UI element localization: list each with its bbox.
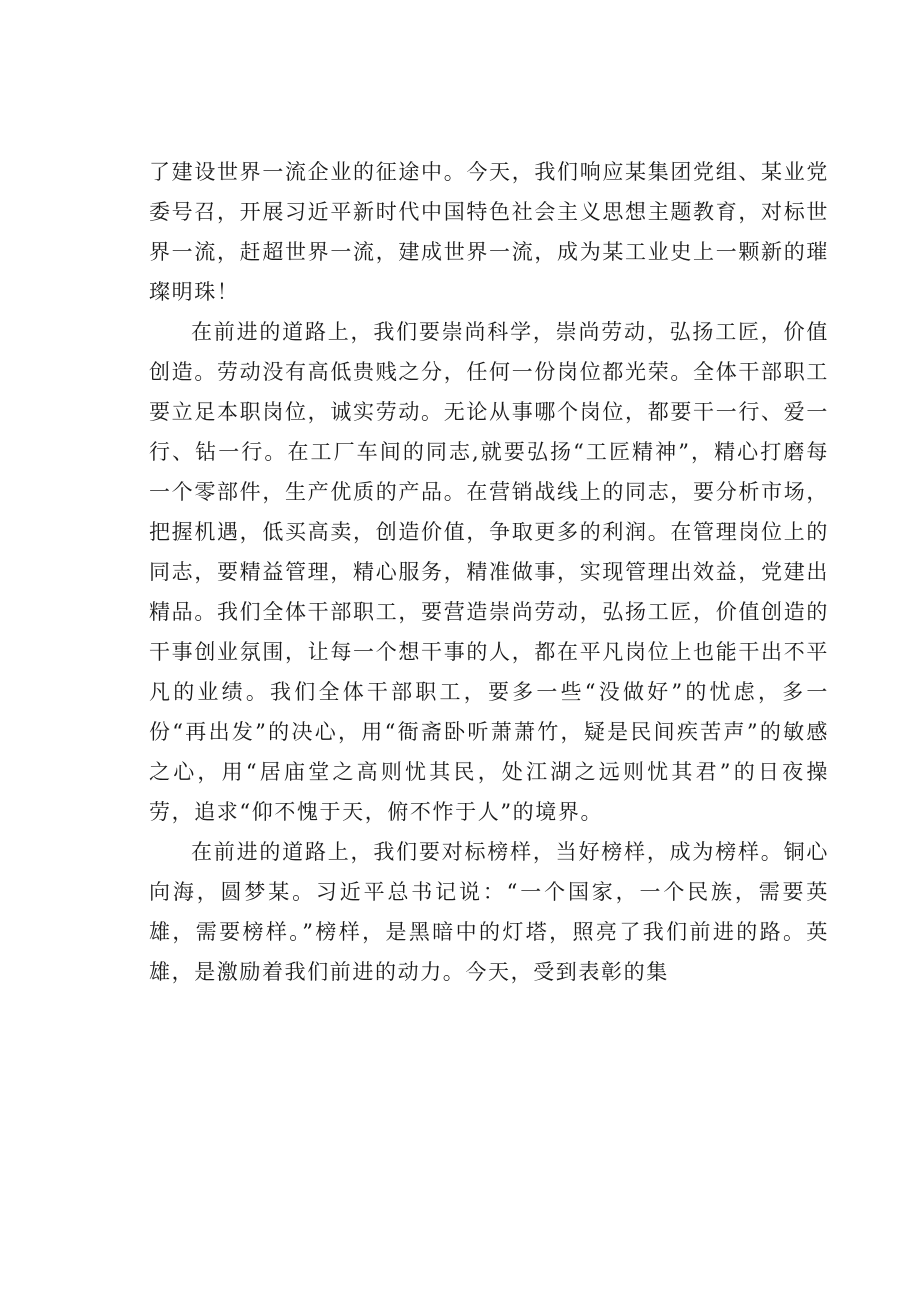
paragraph-1: 了建设世界一流企业的征途中。今天，我们响应某集团党组、某业党委号召，开展习近平新时代中国特色社会主义思想主题教育，对标世界一流，赶超世界一流，建成世界一流，成为某工业史上一颗新的璀璨明珠！ [149, 160, 829, 304]
paragraph-3: 在前进的道路上，我们要对标榜样，当好榜样，成为榜样。铜心向海，圆梦某。习近平总书记说：“一个国家，一个民族，需要英雄，需要榜样。”榜样，是黑暗中的灯塔，照亮了我们前进的路。英雄，是激励着我们前进的动力。今天，受到表彰的集 [149, 840, 829, 984]
document-body [149, 152, 829, 992]
paragraph-2: 在前进的道路上，我们要崇尚科学，崇尚劳动，弘扬工匠，价值创造。劳动没有高低贵贱之分，任何一份岗位都光荣。全体干部职工要立足本职岗位，诚实劳动。无论从事哪个岗位，都要干一行、爱一行、钻一行。在工厂车间的同志,就要弘扬“工匠精神”，精心打磨每一个零部件，生产优质的产品。在营销战线上的同志，要分析市场，把握机遇，低买高卖，创造价值，争取更多的利润。在管理岗位上的同志，要精益管理，精心服务，精准做事，实现管理出效益，党建出精品。我们全体干部职工，要营造崇尚劳动，弘扬工匠，价值创造的干事创业氛围，让每一个想干事的人，都在平凡岗位上也能干出不平凡的业绩。我们全体干部职工，要多一些“没做好”的忧虑，多一份“再出发”的决心，用“衙斋卧听萧萧竹，疑是民间疾苦声”的敏感之心，用“居庙堂之高则忧其民，处江湖之远则忧其君”的日夜操劳，追求“仰不愧于天，俯不怍于人”的境界。 [149, 320, 829, 824]
